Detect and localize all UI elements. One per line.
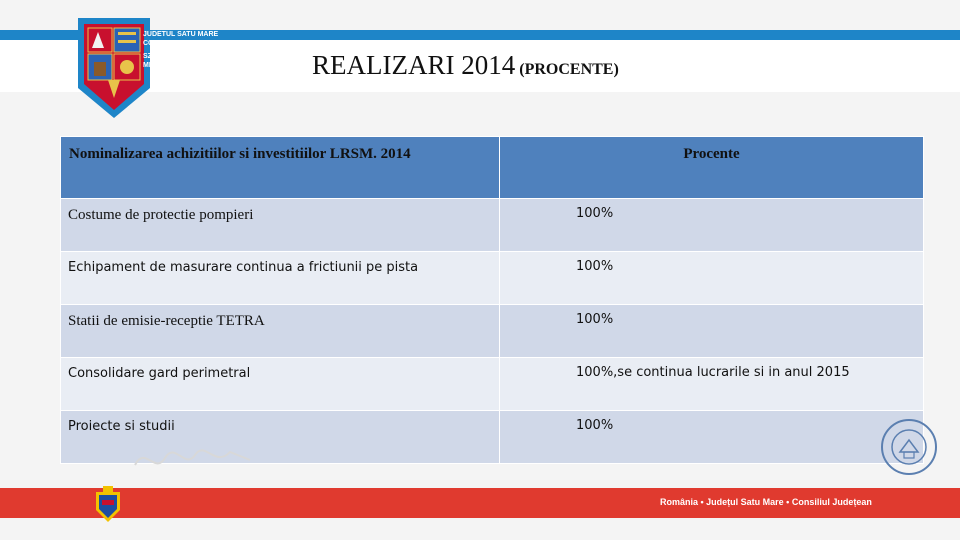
row-value: 100% (576, 259, 614, 274)
row-item: Statii de emisie-receptie TETRA (68, 313, 265, 329)
county-crest-icon (78, 18, 150, 118)
signature-watermark-icon (130, 440, 260, 480)
org-line: JUDETUL SATU MARE (143, 31, 219, 38)
footer-text: România • Județul Satu Mare • Consiliul Județean (660, 497, 872, 507)
row-item: Costume de protectie pompieri (68, 207, 254, 223)
row-value: 100% (576, 418, 614, 433)
table-row (61, 358, 924, 411)
org-line: SZATMÁR MEGYE (143, 53, 204, 60)
row-item: Consolidare gard perimetral (68, 366, 251, 381)
header-item: Nominalizarea achizitiilor si investitiilor LRSM. 2014 (61, 137, 500, 199)
stamp-icon (880, 418, 938, 476)
romania-coat-of-arms-icon (94, 484, 122, 524)
row-value: 100%,se continua lucrarile si in anul 2015 (576, 365, 850, 380)
page-title (312, 50, 619, 81)
table-row (61, 305, 924, 358)
title-sub: (PROCENTE) (519, 61, 619, 78)
org-line: CONSILIUL JUDETEAN (143, 40, 221, 47)
achievements-table (60, 136, 924, 464)
row-value: 100% (576, 312, 614, 327)
row-value: 100% (576, 206, 614, 221)
title-main: REALIZARI 2014 (312, 50, 516, 80)
header-percent: Procente (500, 137, 924, 199)
row-item: Echipament de masurare continua a frictiunii pe pista (68, 260, 419, 275)
table-row (61, 199, 924, 252)
row-item: Proiecte si studii (68, 419, 175, 434)
table-row (61, 252, 924, 305)
table-header-row (61, 137, 924, 199)
org-line: MEGYEI TANÁCS (143, 62, 201, 69)
org-name (143, 30, 220, 70)
